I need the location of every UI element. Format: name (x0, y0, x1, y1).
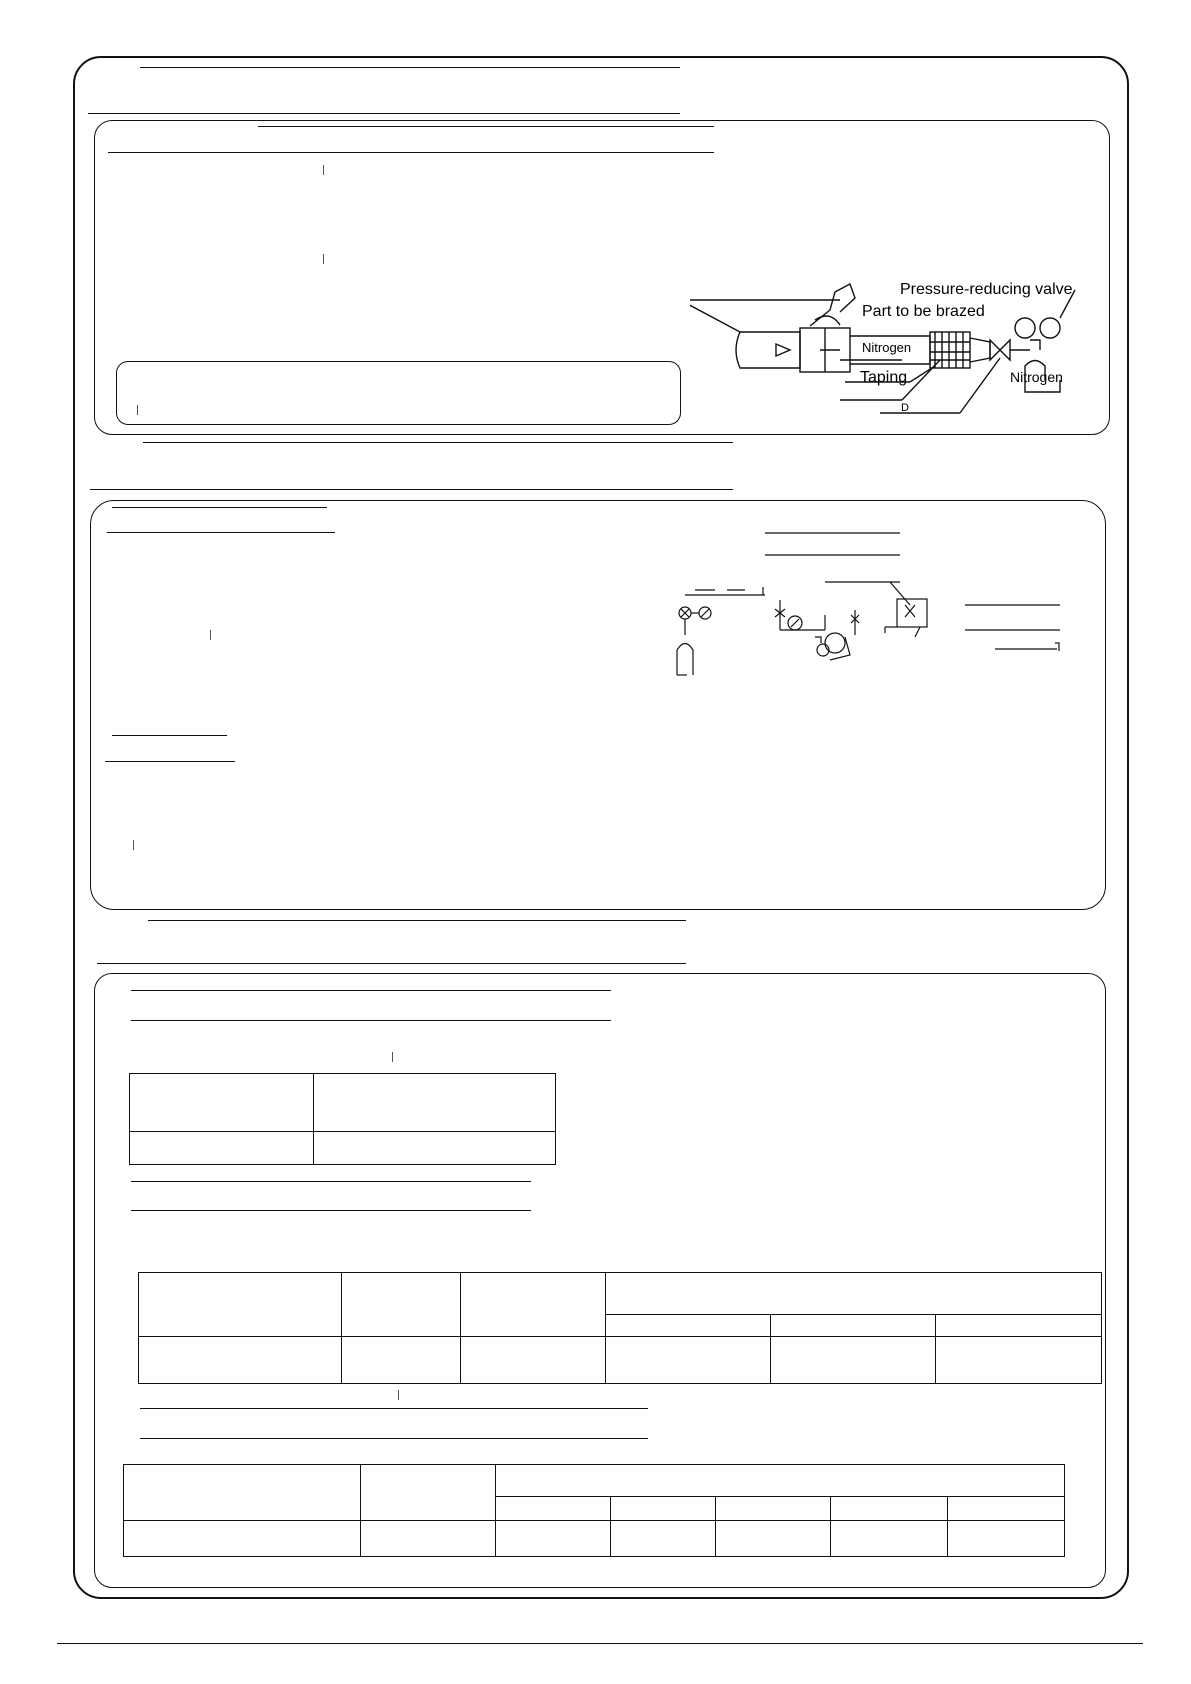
note-box (116, 361, 681, 425)
section3-sub2-line-top (131, 1181, 531, 1182)
table-cell (461, 1273, 606, 1337)
section3-sub1-line-bottom (131, 1020, 611, 1021)
table-row (124, 1521, 1065, 1557)
section3-sub3-line-bottom (140, 1438, 648, 1439)
section2-sub2-line-bottom (105, 761, 235, 762)
gauge-right (1040, 318, 1060, 338)
text-tick (323, 254, 324, 264)
table-cell (124, 1465, 361, 1521)
valve-shape (990, 340, 1010, 360)
section3-sub3-line-top (140, 1408, 648, 1409)
cylinder-icon (677, 644, 693, 676)
table-cell (948, 1521, 1065, 1557)
text-tick (398, 1390, 399, 1400)
table-cell (606, 1315, 771, 1337)
table-cell (361, 1521, 496, 1557)
table-row (130, 1132, 556, 1165)
section3-heading-line-top (148, 920, 686, 921)
table-2 (138, 1272, 1102, 1384)
text-tick (323, 165, 324, 175)
nitrogen-flow-label: Nitrogen (862, 340, 912, 355)
vacuum-diagram (665, 525, 1105, 685)
table-cell (461, 1337, 606, 1384)
table-cell (936, 1315, 1102, 1337)
vacuum-pump-icon (825, 633, 845, 653)
mark-d-label: D (901, 402, 909, 414)
table-cell (606, 1273, 1102, 1315)
section2-subheading-line-top (112, 507, 327, 508)
table-cell (130, 1074, 314, 1132)
gauge-left (1015, 318, 1035, 338)
table-cell (948, 1497, 1065, 1521)
table-cell (831, 1521, 948, 1557)
table-row (130, 1074, 556, 1132)
section2-sub2-line-top (112, 735, 227, 736)
table-cell (496, 1497, 611, 1521)
text-tick (392, 1052, 393, 1062)
table-cell (496, 1521, 611, 1557)
taping-coil (930, 332, 970, 368)
table-cell (606, 1337, 771, 1384)
table-cell (831, 1497, 948, 1521)
table-1 (129, 1073, 556, 1165)
section1-subheading-line-top (258, 126, 714, 127)
table-cell (314, 1132, 556, 1165)
section3-heading-line-bottom (97, 963, 686, 964)
nitrogen-tank-label: Nitrogen (1010, 369, 1063, 385)
table-row (139, 1273, 1102, 1315)
table-cell (139, 1273, 342, 1337)
table-cell (342, 1337, 461, 1384)
section1-heading-line-top (140, 67, 680, 68)
table-cell (936, 1337, 1102, 1384)
footer-rule (57, 1643, 1143, 1644)
pressure-valve-label: Pressure-reducing valve (900, 281, 1073, 298)
table-cell (496, 1465, 1065, 1497)
section3-sub2-line-bottom (131, 1210, 531, 1211)
section2-heading-line-top (143, 442, 733, 443)
table-row (139, 1337, 1102, 1384)
table-cell (361, 1465, 496, 1521)
table-3 (123, 1464, 1065, 1557)
text-tick (210, 630, 211, 640)
table-cell (314, 1074, 556, 1132)
table-cell (771, 1337, 936, 1384)
section2-heading-line-bottom (90, 489, 733, 490)
section1-heading-line-bottom (88, 113, 680, 114)
table-row (124, 1465, 1065, 1497)
table-cell (611, 1521, 716, 1557)
table-cell (716, 1497, 831, 1521)
section1-subheading-line (108, 152, 714, 153)
table-cell (716, 1521, 831, 1557)
table-cell (139, 1337, 342, 1384)
table-cell (771, 1315, 936, 1337)
table-cell (124, 1521, 361, 1557)
text-tick (133, 840, 134, 850)
text-tick (137, 405, 138, 415)
section3-sub1-line-top (131, 990, 611, 991)
table-cell (342, 1273, 461, 1337)
table-cell (130, 1132, 314, 1165)
table-cell (611, 1497, 716, 1521)
taping-label: Taping (860, 369, 908, 386)
section2-subheading-line-bottom (107, 532, 335, 533)
part-brazed-label: Part to be brazed (862, 303, 985, 320)
